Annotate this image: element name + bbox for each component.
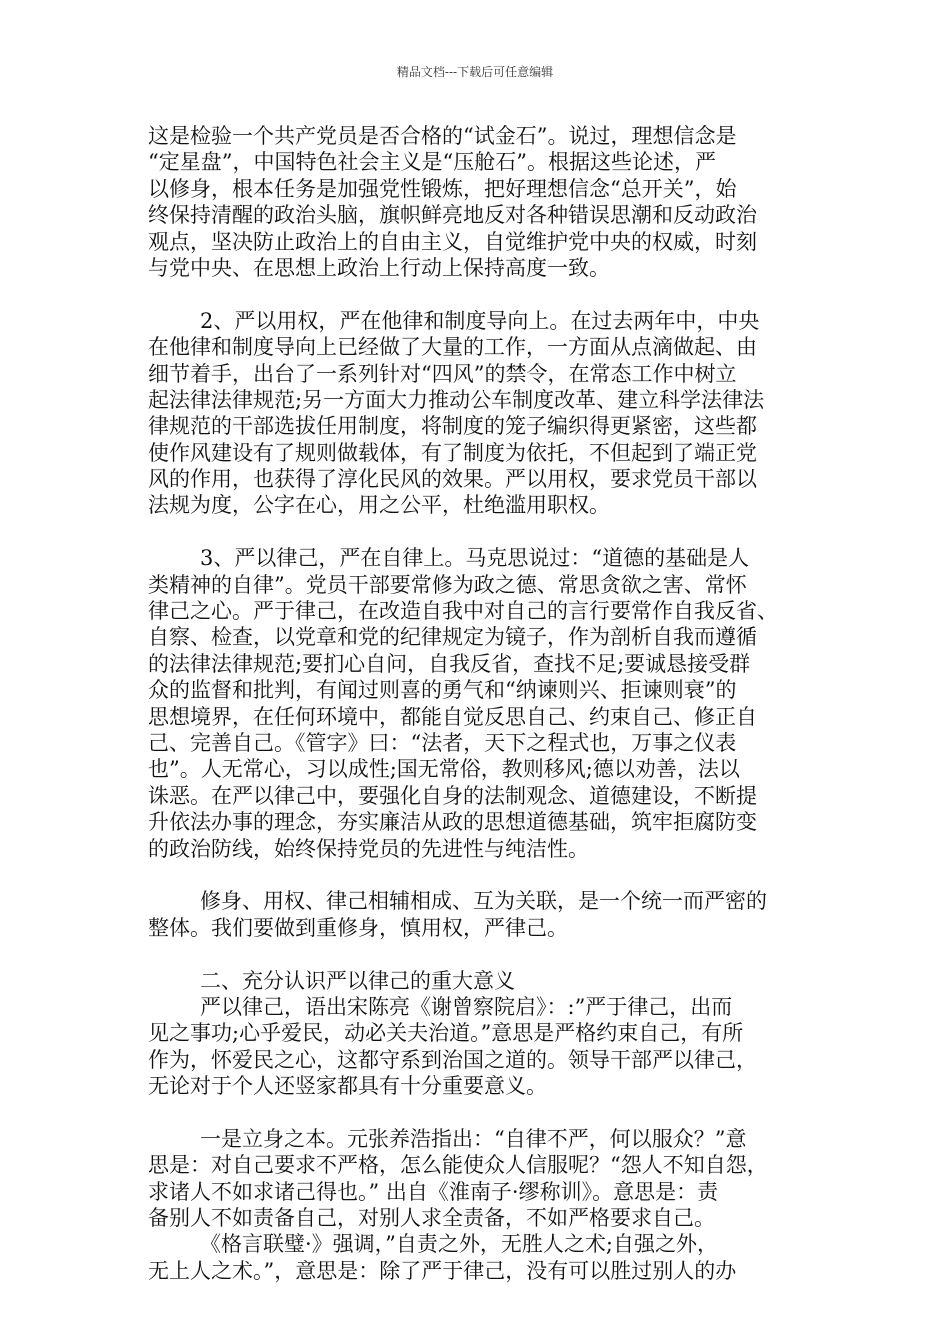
text-line: 的政治防线，始终保持党员的先进性与纯洁性。 xyxy=(148,836,589,861)
paragraph-gap xyxy=(148,281,808,307)
text-line: “定星盘”，中国特色社会主义是“压舱石”。根据这些论述，严 xyxy=(148,150,716,175)
text-line: 思是：对自己要求不严格，怎么能使众人信服呢？“怨人不知自怨， xyxy=(148,1153,768,1178)
text-line: 类精神的自律”。党员干部要常修为政之德、常思贪欲之害、常怀 xyxy=(148,572,747,597)
text-line: 一是立身之本。元张养浩指出：“自律不严，何以服众？”意 xyxy=(200,1126,747,1151)
paragraph-4 xyxy=(148,888,808,941)
text-line: 细节着手，出台了一系列针对“四风”的禁令，在常态工作中树立 xyxy=(148,361,737,386)
text-line: 律规范的干部选拔任用制度，将制度的笼子编织得更紧密，这些都 xyxy=(148,414,757,439)
text-line: 风的作用，也获得了淳化民风的效果。严以用权，要求党员干部以 xyxy=(148,467,757,492)
paragraph-7 xyxy=(148,1126,808,1232)
paragraph-2 xyxy=(148,308,808,519)
text-line: 也”。人无常心，习以成性;国无常俗，教则移风;德以劝善，法以 xyxy=(148,757,740,782)
section-heading xyxy=(148,968,808,994)
text-line: 观点，坚决防止政治上的自由主义，自觉维护党中央的权威，时刻 xyxy=(148,229,757,254)
text-line: 与党中央、在思想上政治上行动上保持高度一致。 xyxy=(148,255,610,280)
text-line: 无上人之术。”，意思是：除了严于律己，没有可以胜过别人的办 xyxy=(148,1258,737,1283)
paragraph-3 xyxy=(148,545,808,862)
paragraph-6 xyxy=(148,994,808,1100)
text-line: 在他律和制度导向上已经做了大量的工作，一方面从点滴做起、由 xyxy=(148,335,757,360)
text-line: 3、严以律己，严在自律上。马克思说过：“道德的基础是人 xyxy=(200,546,750,571)
text-line: 备别人不如责备自己，对别人求全责备，不如严格要求自己。 xyxy=(148,1206,715,1231)
text-line: 这是检验一个共产党员是否合格的“试金石”。说过，理想信念是 xyxy=(148,124,737,148)
paragraph-8 xyxy=(148,1231,808,1284)
text-line: 诛恶。在严以律己中，要强化自身的法制观念、道德建设，不断提 xyxy=(148,783,757,808)
text-line: 严以律己，语出宋陈亮《谢曾察院启》：:”严于律己，出而 xyxy=(200,994,733,1019)
page-header: 精品文档---下载后可任意编辑 xyxy=(396,65,554,79)
text-line: 律己之心。严于律己，在改造自我中对自己的言行要常作自我反省、 xyxy=(148,599,778,624)
text-line: 终保持清醒的政治头脑，旗帜鲜亮地反对各种错误思潮和反动政治 xyxy=(148,203,757,228)
text-line: 求诸人不如求诸己得也。” 出自《淮南子·缪称训》。意思是：责 xyxy=(148,1179,719,1204)
text-line: 己、完善自己。《管字》曰：“法者，天下之程式也，万事之仪表 xyxy=(148,730,737,755)
text-line: 升依法办事的理念，夯实廉洁从政的思想道德基础，筑牢拒腐防变 xyxy=(148,810,757,835)
text-line: 修身、用权、律己相辅相成、互为关联，是一个统一而严密的 xyxy=(200,889,767,914)
document-body xyxy=(148,123,808,1284)
text-line: 《格言联璧·》强调，”自责之外，无胜人之术;自强之外， xyxy=(200,1232,718,1257)
paragraph-gap xyxy=(148,862,808,888)
text-line: 法规为度，公字在心，用之公平，杜绝滥用职权。 xyxy=(148,493,610,518)
text-line: 起法律法律规范;另一方面大力推动公车制度改革、建立科学法律法 xyxy=(148,387,765,412)
heading-text: 二、充分认识严以律己的重大意义 xyxy=(200,968,515,993)
paragraph-gap xyxy=(148,1099,808,1125)
text-line: 众的监督和批判，有闻过则喜的勇气和“纳谏则兴、拒谏则衰”的 xyxy=(148,678,737,703)
paragraph-1 xyxy=(148,123,808,281)
text-line: 以修身，根本任务是加强党性锻炼，把好理想信念“总开关”，始 xyxy=(148,176,737,201)
text-line: 的法律法律规范;要扪心自问，自我反省，查找不足;要诚恳接受群 xyxy=(148,651,751,676)
text-line: 作为，怀爱民之心，这都守系到治国之道的。领导干部严以律己， xyxy=(148,1047,757,1072)
text-line: 2、严以用权，严在他律和制度导向上。在过去两年中，中央 xyxy=(200,308,760,333)
text-line: 整体。我们要做到重修身，慎用权，严律己。 xyxy=(148,915,568,940)
paragraph-gap xyxy=(148,519,808,545)
text-line: 思想境界，在任何环境中，都能自觉反思自己、约束自己、修正自 xyxy=(148,704,757,729)
text-line: 使作风建设有了规则做载体，有了制度为依托，不但起到了端正党 xyxy=(148,440,757,465)
text-line: 无论对于个人还竖家都具有十分重要意义。 xyxy=(148,1074,547,1099)
text-line: 自察、检查，以党章和党的纪律规定为镜子，作为剖析自我而遵循 xyxy=(148,625,757,650)
text-line: 见之事功;心乎爱民，动必关夫治道。”意思是严格约束自己，有所 xyxy=(148,1021,744,1046)
paragraph-gap xyxy=(148,941,808,967)
